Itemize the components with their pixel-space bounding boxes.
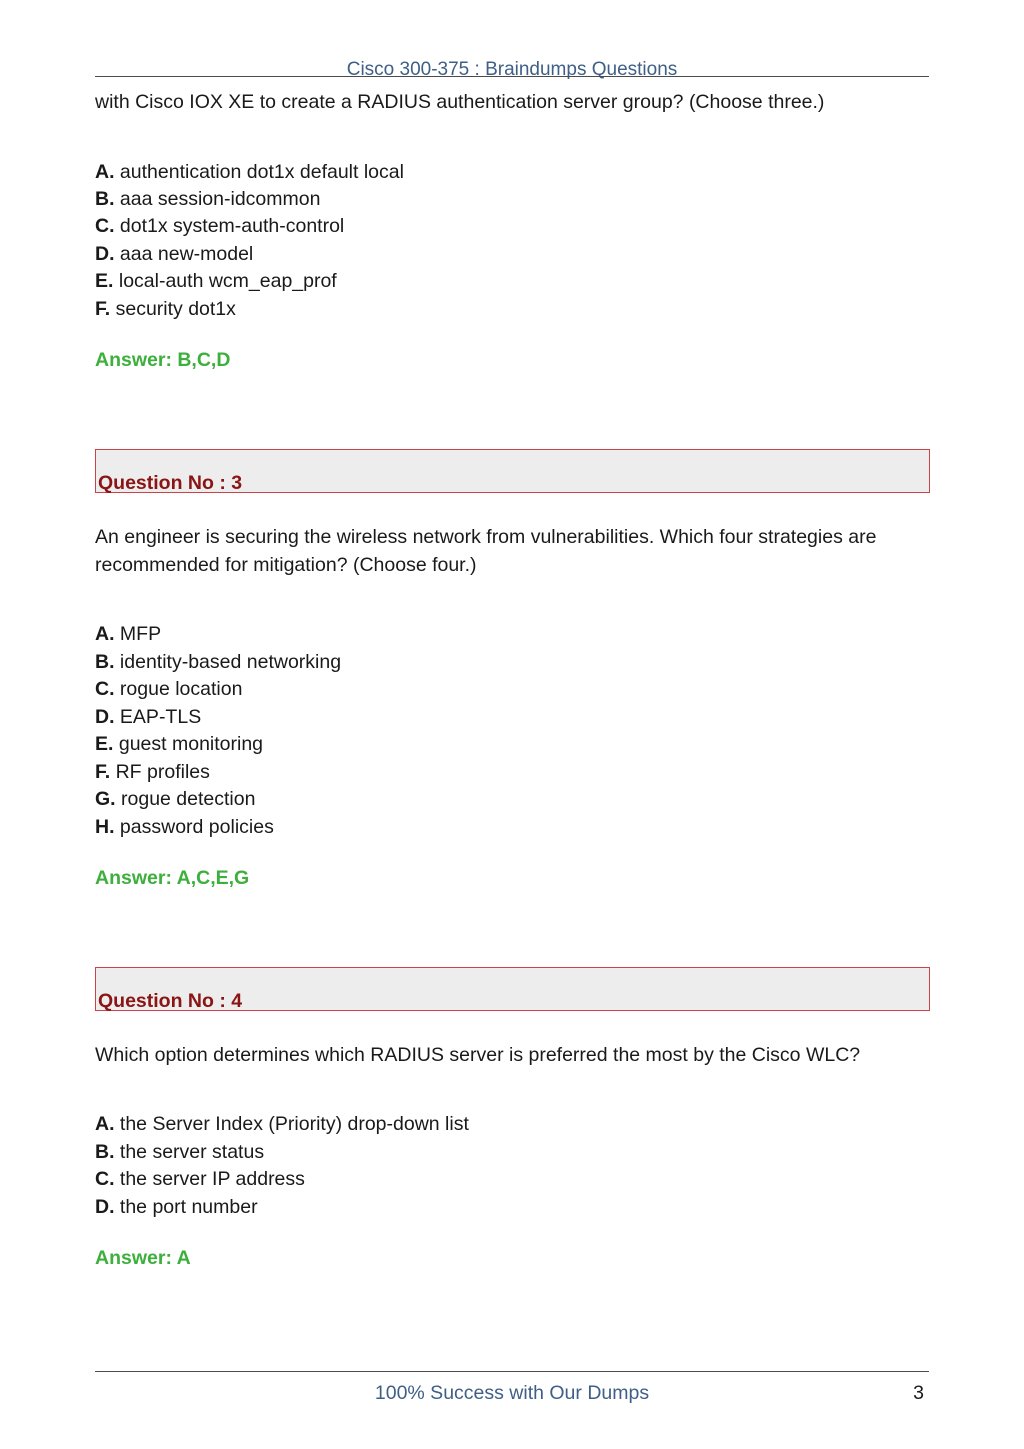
option-letter: G. [95,788,116,810]
header-title: Cisco 300-375 : Braindumps Questions [346,59,678,80]
option-text: the server IP address [119,1168,305,1190]
q2-option-e [95,269,337,293]
option-text: dot1x system-auth-control [119,215,345,237]
option-letter: A. [95,1113,115,1135]
option-letter: F. [95,298,111,320]
question-3-header [95,449,930,493]
option-text: local-auth wcm_eap_prof [118,270,337,292]
question-3-label: Question No : 3 [98,472,243,494]
option-text: password policies [119,816,274,838]
q3-option-b [95,650,341,674]
q4-option-c [95,1167,305,1191]
q4-option-d [95,1195,258,1219]
q2-answer: Answer: B,C,D [95,349,231,371]
footer-tagline: 100% Success with Our Dumps [374,1382,650,1404]
option-letter: C. [95,1168,115,1190]
option-text: the port number [119,1196,258,1218]
question-4-header [95,967,930,1011]
option-text: the Server Index (Priority) drop-down list [119,1113,469,1135]
q2-option-a [95,160,404,184]
q2-option-d [95,242,253,266]
question-4-label: Question No : 4 [98,990,243,1012]
page-number: 3 [913,1382,924,1404]
q4-answer: Answer: A [95,1247,191,1269]
option-letter: B. [95,188,115,210]
option-letter: D. [95,706,115,728]
q3-stem-line-1: An engineer is securing the wireless network from vulnerabilities. Which four strategies are [95,526,877,548]
q2-stem: with Cisco IOX XE to create a RADIUS authentication server group? (Choose three.) [95,91,825,113]
option-letter: A. [95,161,115,183]
q3-option-d [95,705,201,729]
header-divider [95,76,929,77]
q3-stem-line-2: recommended for mitigation? (Choose four.) [95,554,477,576]
q3-option-a [95,622,161,646]
option-letter: H. [95,816,115,838]
q2-option-b [95,187,320,211]
option-letter: B. [95,651,115,673]
q4-option-a [95,1112,469,1136]
option-letter: E. [95,733,114,755]
option-text: aaa new-model [119,243,254,265]
q3-answer: Answer: A,C,E,G [95,867,250,889]
option-text: EAP-TLS [119,706,202,728]
option-text: rogue detection [121,788,256,810]
q3-option-h [95,815,274,839]
option-letter: D. [95,1196,115,1218]
q2-option-f [95,297,236,321]
q2-option-c [95,214,344,238]
q3-option-e [95,732,263,756]
option-text: authentication dot1x default local [119,161,404,183]
option-text: rogue location [119,678,243,700]
option-letter: A. [95,623,115,645]
option-letter: C. [95,678,115,700]
option-text: security dot1x [115,298,236,320]
q3-option-c [95,677,242,701]
option-text: identity-based networking [119,651,342,673]
option-text: guest monitoring [118,733,264,755]
option-letter: D. [95,243,115,265]
option-letter: E. [95,270,114,292]
option-letter: F. [95,761,111,783]
option-letter: C. [95,215,115,237]
option-text: the server status [119,1141,265,1163]
q4-option-b [95,1140,264,1164]
option-text: MFP [119,623,162,645]
footer-divider [95,1371,929,1372]
option-text: aaa session-idcommon [119,188,321,210]
q3-option-g [95,787,255,811]
q3-option-f [95,760,210,784]
option-text: RF profiles [115,761,210,783]
q4-stem: Which option determines which RADIUS server is preferred the most by the Cisco WLC? [95,1044,861,1066]
option-letter: B. [95,1141,115,1163]
